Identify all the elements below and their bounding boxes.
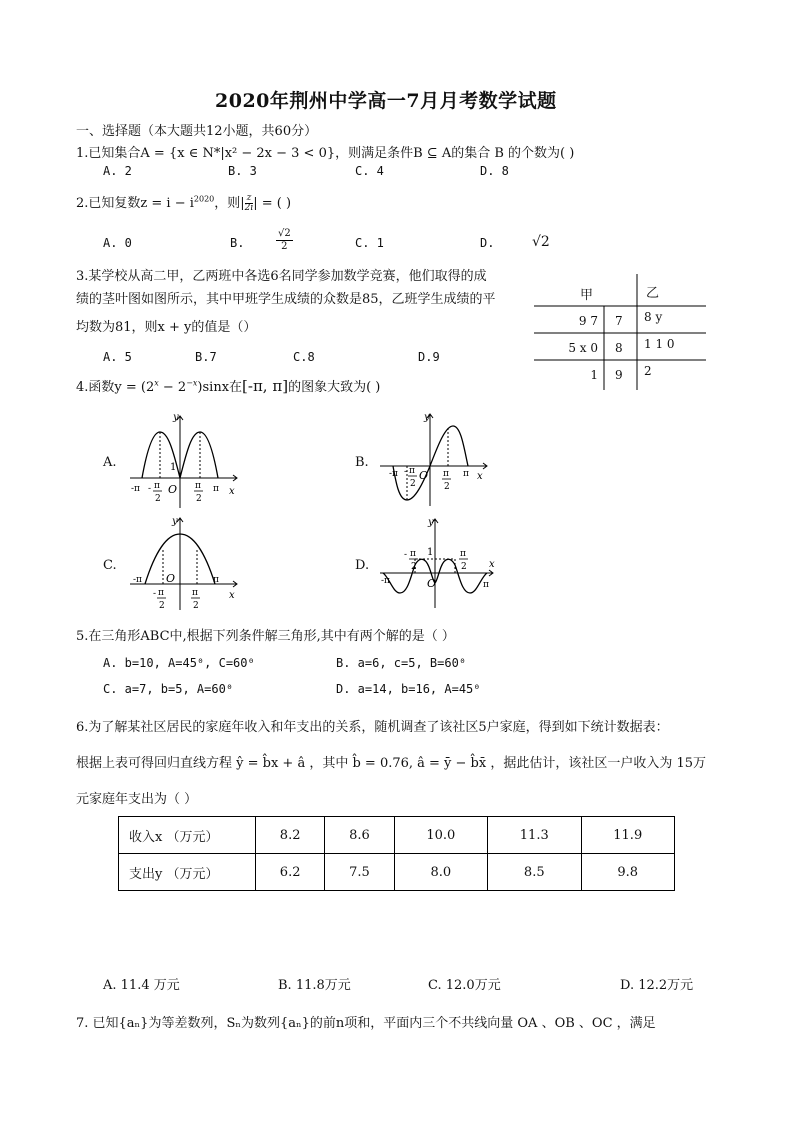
- q2-option-d[interactable]: D.: [480, 236, 495, 250]
- question-3-line2: 绩的茎叶图如图所示，其中甲班学生成绩的众数是85，乙班学生成绩的平: [76, 292, 496, 307]
- pi-label: π: [213, 575, 219, 585]
- pi-half-den: 2: [193, 601, 199, 611]
- stem-leaf-header-right: 乙: [646, 286, 660, 301]
- q2-fraction: [245, 194, 254, 213]
- q6-option-c[interactable]: C. 12.0万元: [428, 978, 501, 993]
- y-label: y: [173, 412, 179, 423]
- stem-leaf-left-leaves: 9 7: [578, 314, 598, 328]
- q3-option-a[interactable]: A. 5: [103, 350, 132, 364]
- stem-leaf-stem: 9: [615, 368, 623, 382]
- origin-label: O: [166, 572, 176, 585]
- pi-half-den: 2: [444, 482, 450, 492]
- q3-option-c[interactable]: C.8: [293, 350, 315, 364]
- question-5-stem: 5.在三角形ABC中,根据下列条件解三角形,其中有两个解的是（ ）: [76, 629, 455, 644]
- table-cell: 8.6: [325, 817, 394, 854]
- x-label: x: [229, 590, 235, 601]
- stem-leaf-stem: 7: [615, 314, 623, 328]
- stem-leaf-right-leaves: 1 1 0: [644, 337, 675, 351]
- q2-stem-part: | = ( ): [253, 196, 292, 211]
- neg-sign: -: [148, 484, 152, 494]
- table-row: [119, 854, 675, 891]
- q2-option-b[interactable]: B.: [230, 236, 245, 250]
- y-label: y: [172, 516, 178, 527]
- q5-option-c[interactable]: C. a=7, b=5, A=60⁰: [103, 682, 234, 696]
- graph-d: [375, 515, 500, 610]
- page-title: 2020年荆州中学高一7月月考数学试题: [215, 90, 557, 112]
- q4-option-c[interactable]: C.: [103, 558, 117, 573]
- q6-option-a[interactable]: A. 11.4 万元: [103, 978, 180, 993]
- q5-option-b[interactable]: B. a=6, c=5, B=60⁰: [336, 656, 467, 670]
- y-label: y: [424, 412, 430, 423]
- neg-pi-label: -π: [389, 469, 398, 479]
- q2-stem-part: 2.已知复数z = i − i: [76, 196, 194, 211]
- pi-half-num: π: [460, 549, 466, 559]
- q4-stem-part: )sinx在: [197, 380, 243, 395]
- q4-exp: −x: [186, 378, 198, 388]
- neg-sign: -: [404, 467, 408, 477]
- q2-option-d-value: √2: [532, 234, 550, 250]
- q4-option-b[interactable]: B.: [355, 455, 369, 470]
- q1-option-b[interactable]: B. 3: [228, 164, 257, 178]
- q2-optb-num: √2: [278, 228, 291, 239]
- q1-option-d[interactable]: D. 8: [480, 164, 509, 178]
- q4-stem-part: 4.函数y = (2: [76, 380, 155, 395]
- q1-option-a[interactable]: A. 2: [103, 164, 132, 178]
- table-cell: 7.5: [325, 854, 394, 891]
- stem-leaf-left-leaves: 1: [590, 368, 598, 382]
- q1-option-c[interactable]: C. 4: [355, 164, 384, 178]
- pi-half-num: π: [409, 466, 415, 476]
- table-row-label: 支出y （万元）: [119, 854, 256, 891]
- question-2-stem: [76, 192, 291, 213]
- q2-option-a[interactable]: A. 0: [103, 236, 132, 250]
- neg-pi-label: -π: [133, 575, 142, 585]
- q4-stem-part: − 2: [158, 380, 187, 395]
- q5-option-a[interactable]: A. b=10, A=45⁰, C=60⁰: [103, 656, 255, 670]
- income-expense-table: [118, 816, 675, 891]
- origin-label: O: [419, 469, 429, 482]
- q6-option-d[interactable]: D. 12.2万元: [620, 978, 694, 993]
- stem-leaf-left-leaves: 5 x 0: [568, 341, 598, 355]
- stem-leaf-plot: [534, 274, 706, 390]
- question-6-line2: 根据上表可得回归直线方程 ŷ = b̂x + â ，其中 b̂ = 0.76, â = ȳ − b̂x̄ ，据此估计，该社区一户收入为 15万: [76, 756, 707, 771]
- q2-option-b-fraction: [276, 228, 293, 253]
- origin-label: O: [427, 577, 437, 590]
- question-7-stem: 7. 已知{aₙ}为等差数列，Sₙ为数列{aₙ}的前n项和，平面内三个不共线向量 OA 、OB 、OC ，满足: [76, 1016, 656, 1031]
- q2-optb-den: 2: [281, 241, 288, 252]
- question-3-line3: 均数为81，则x + y的值是（）: [76, 320, 257, 335]
- table-row: [119, 817, 675, 854]
- q2-stem-part: ，则|: [214, 196, 245, 211]
- x-label: x: [489, 559, 495, 570]
- graph-a: [125, 410, 245, 510]
- stem-leaf-header-left: 甲: [580, 288, 594, 303]
- pi-half-num: π: [158, 588, 164, 598]
- question-1-stem: 1.已知集合A = {x ∈ N*|x² − 2x − 3 < 0}，则满足条件B ⊆ A的集合 B 的个数为( ): [76, 146, 575, 161]
- x-label: x: [477, 471, 483, 482]
- one-label: 1: [170, 462, 177, 473]
- pi-half-den: 2: [461, 562, 467, 572]
- pi-half-den: 2: [410, 479, 416, 489]
- table-row-label: 收入x （万元）: [119, 817, 256, 854]
- pi-half-den: 2: [411, 562, 417, 572]
- q4-stem-part: 的图象大致为( ): [288, 380, 381, 395]
- q4-interval: [-π, π]: [242, 377, 289, 395]
- section-heading: 一、选择题（本大题共12小题，共60分）: [76, 124, 318, 139]
- pi-half-num: π: [443, 469, 449, 479]
- pi-half-den: 2: [196, 494, 202, 504]
- q3-option-d[interactable]: D.9: [418, 350, 440, 364]
- q5-option-d[interactable]: D. a=14, b=16, A=45⁰: [336, 682, 481, 696]
- q3-option-b[interactable]: B.7: [195, 350, 217, 364]
- neg-pi-label: -π: [131, 484, 140, 494]
- table-cell: 8.2: [256, 817, 325, 854]
- neg-pi-label: -π: [381, 576, 390, 586]
- q6-option-b[interactable]: B. 11.8万元: [278, 978, 351, 993]
- pi-half-num: π: [192, 588, 198, 598]
- q4-option-d[interactable]: D.: [355, 558, 370, 573]
- question-6-line1: 6.为了解某社区居民的家庭年收入和年支出的关系，随机调查了该社区5户家庭，得到如下统计数据表：: [76, 720, 669, 735]
- stem-leaf-right-leaves: 8 y: [644, 310, 663, 324]
- stem-leaf-stem: 8: [615, 341, 623, 355]
- table-cell: 10.0: [394, 817, 487, 854]
- q4-option-a[interactable]: A.: [103, 455, 117, 470]
- table-cell: 11.3: [488, 817, 581, 854]
- q2-frac-den: 2i: [244, 203, 254, 213]
- neg-sign: -: [153, 589, 157, 599]
- table-cell: 11.9: [581, 817, 675, 854]
- origin-label: O: [168, 483, 178, 496]
- table-cell: 8.5: [488, 854, 581, 891]
- pi-half-num: π: [410, 549, 416, 559]
- graph-b: [375, 408, 495, 508]
- q4-exp: x: [154, 378, 159, 388]
- stem-leaf-right-leaves: 2: [644, 364, 652, 378]
- graph-c: [125, 512, 245, 612]
- pi-half-num: π: [154, 481, 160, 491]
- x-label: x: [229, 486, 235, 497]
- table-cell: 9.8: [581, 854, 675, 891]
- pi-label: π: [463, 469, 469, 479]
- pi-label: π: [213, 484, 219, 494]
- q2-frac-num: z: [246, 193, 252, 203]
- y-label: y: [428, 517, 434, 528]
- question-4-stem: [76, 376, 380, 395]
- q2-option-c[interactable]: C. 1: [355, 236, 384, 250]
- table-cell: 6.2: [256, 854, 325, 891]
- q2-exponent: 2020: [193, 194, 215, 204]
- one-label: 1: [427, 547, 434, 558]
- pi-label: π: [483, 580, 489, 590]
- table-cell: 8.0: [394, 854, 487, 891]
- question-3-line1: 3.某学校从高二甲，乙两班中各选6名同学参加数学竞赛，他们取得的成: [76, 269, 487, 284]
- neg-sign: -: [404, 550, 408, 560]
- pi-half-num: π: [195, 481, 201, 491]
- pi-half-den: 2: [159, 601, 165, 611]
- question-6-line3: 元家庭年支出为（ ）: [76, 792, 198, 807]
- pi-half-den: 2: [155, 494, 161, 504]
